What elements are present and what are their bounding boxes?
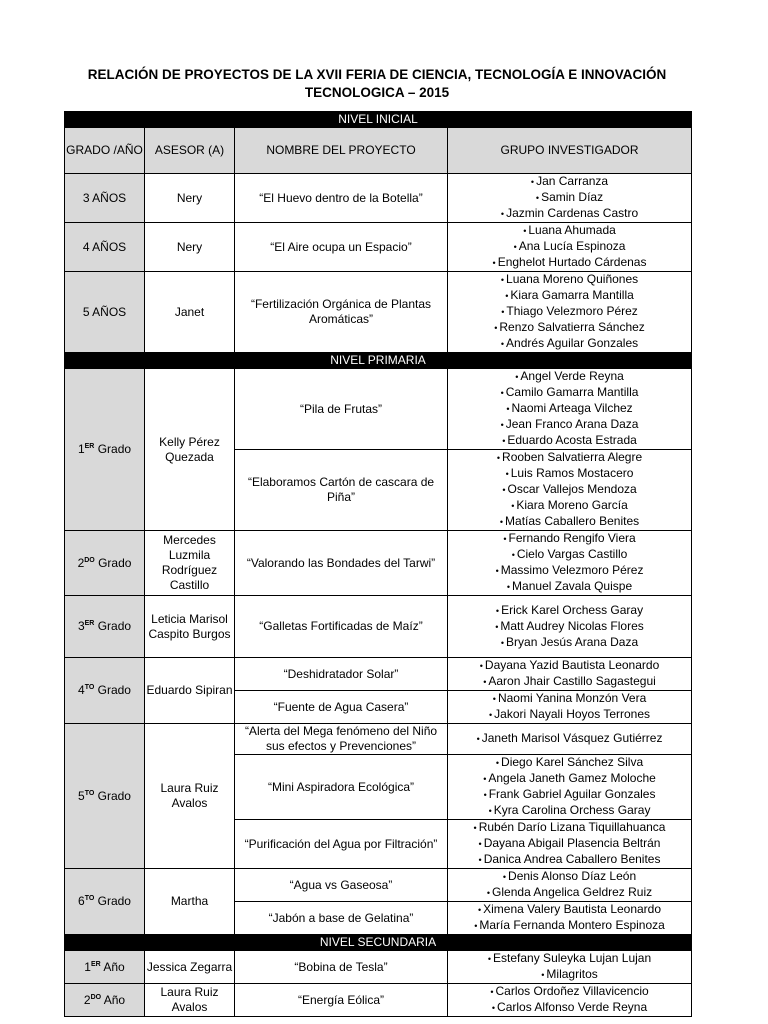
group-member: • Rooben Salvatierra Alegre (448, 450, 691, 466)
proyecto-cell: “Mini Aspiradora Ecológica” (235, 755, 448, 820)
proyecto-cell: “Purificación del Agua por Filtración” (235, 820, 448, 869)
table-row (65, 984, 692, 1017)
asesor-cell: Jessica Zegarra (145, 951, 235, 984)
level-label-secundaria: NIVEL SECUNDARIA (65, 935, 692, 951)
header-grupo: GRUPO INVESTIGADOR (448, 128, 692, 174)
group-member: • Cielo Vargas Castillo (448, 547, 691, 563)
grado-cell: $2^{DO}$ Año (65, 984, 145, 1017)
title-line-1: RELACIÓN DE PROYECTOS DE LA XVII FERIA DE CIENCIA, TECNOLOGÍA E INNOVACIÓN (87, 67, 667, 82)
proyecto-cell: “Fuente de Agua Casera” (235, 691, 448, 724)
group-member: • Frank Gabriel Aguilar Gonzales (448, 787, 691, 803)
group-member: • Massimo Velezmoro Pérez (448, 563, 691, 579)
level-row-inicial (65, 112, 692, 128)
grupo-cell (448, 951, 692, 984)
group-member: • Kiara Gamarra Mantilla (448, 288, 691, 304)
proyecto-cell: “Fertilización Orgánica de Plantas Aromáticas” (235, 272, 448, 353)
grupo-cell (448, 369, 692, 450)
grado-cell: $5^{TO}$ Grado (65, 724, 145, 869)
group-member: • Renzo Salvatierra Sánchez (448, 320, 691, 336)
group-member: • Ana Lucía Espinoza (448, 239, 691, 255)
group-member: • Diego Karel Sánchez Silva (448, 755, 691, 771)
grupo-cell (448, 596, 692, 658)
grupo-cell (448, 658, 692, 691)
group-member: • María Fernanda Montero Espinoza (448, 918, 691, 934)
proyecto-cell: “El Aire ocupa un Espacio” (235, 223, 448, 272)
proyecto-cell: “Jabón a base de Gelatina” (235, 902, 448, 935)
grado-cell: 1ER Año (65, 951, 145, 984)
group-member: • Samin Díaz (448, 190, 691, 206)
group-member: • Angela Janeth Gamez Moloche (448, 771, 691, 787)
header-nombre: NOMBRE DEL PROYECTO (235, 128, 448, 174)
level-row-secundaria (65, 935, 692, 951)
document-title (64, 66, 690, 102)
group-member: • Kiara Moreno García (448, 498, 691, 514)
group-member: • Bryan Jesús Arana Daza (448, 635, 691, 651)
header-grado: GRADO /AÑO (65, 128, 145, 174)
grado-cell: 5 AÑOS (65, 272, 145, 353)
asesor-cell: Laura Ruiz Avalos (145, 984, 235, 1017)
proyecto-cell: “Agua vs Gaseosa” (235, 869, 448, 902)
group-member: • Manuel Zavala Quispe (448, 579, 691, 595)
proyecto-cell: “Alerta del Mega fenómeno del Niño sus efectos y Prevenciones” (235, 724, 448, 755)
grado-cell: $4^{TO}$ Grado (65, 658, 145, 724)
group-member: • Camilo Gamarra Mantilla (448, 385, 691, 401)
group-member: • Jan Carranza (448, 174, 691, 190)
asesor-cell: Laura Ruiz Avalos (145, 724, 235, 869)
header-asesor: ASESOR (A) (145, 128, 235, 174)
group-member: • Luana Ahumada (448, 223, 691, 239)
asesor-cell: Kelly Pérez Quezada (145, 369, 235, 531)
group-member: • Fernando Rengifo Viera (448, 531, 691, 547)
grupo-cell (448, 902, 692, 935)
asesor-cell: Eduardo Sipiran (145, 658, 235, 724)
grupo-cell (448, 724, 692, 755)
table-row (65, 658, 692, 691)
grupo-cell (448, 869, 692, 902)
asesor-cell: Janet (145, 272, 235, 353)
group-member: • Ximena Valery Bautista Leonardo (448, 902, 691, 918)
grupo-cell (448, 174, 692, 223)
grupo-cell (448, 223, 692, 272)
grupo-cell (448, 755, 692, 820)
grado-cell: $2^{DO}$ Grado (65, 531, 145, 596)
title-line-2: TECNOLOGICA – 2015 (304, 85, 450, 100)
group-member: • Jean Franco Arana Daza (448, 417, 691, 433)
table-row (65, 223, 692, 272)
grupo-cell (448, 691, 692, 724)
table-row (65, 724, 692, 755)
grupo-cell (448, 531, 692, 596)
group-member: • Rubén Darío Lizana Tiquillahuanca (448, 820, 691, 836)
group-member: • Angel Verde Reyna (448, 369, 691, 385)
grado-cell: 1ER Grado (65, 369, 145, 531)
group-member: • Andrés Aguilar Gonzales (448, 336, 691, 352)
group-member: • Estefany Suleyka Lujan Lujan (448, 951, 691, 967)
level-label-primaria: NIVEL PRIMARIA (65, 353, 692, 369)
table-row (65, 531, 692, 596)
table-row (65, 869, 692, 902)
group-member: • Enghelot Hurtado Cárdenas (448, 255, 691, 271)
proyecto-cell: “Pila de Frutas” (235, 369, 448, 450)
group-member: • Matt Audrey Nicolas Flores (448, 619, 691, 635)
level-row-primaria (65, 353, 692, 369)
proyecto-cell: “Valorando las Bondades del Tarwi” (235, 531, 448, 596)
asesor-cell: Leticia Marisol Caspito Burgos (145, 596, 235, 658)
proyecto-cell: “Deshidratador Solar” (235, 658, 448, 691)
group-member: • Jazmin Cardenas Castro (448, 206, 691, 222)
group-member: • Oscar Vallejos Mendoza (448, 482, 691, 498)
proyecto-cell: “Elaboramos Cartón de cascara de Piña” (235, 450, 448, 531)
group-member: • Erick Karel Orchess Garay (448, 603, 691, 619)
asesor-cell: Mercedes Luzmila Rodríguez Castillo (145, 531, 235, 596)
projects-table (64, 111, 692, 1017)
group-member: • Eduardo Acosta Estrada (448, 433, 691, 449)
group-member: • Glenda Angelica Geldrez Ruiz (448, 885, 691, 901)
grupo-cell (448, 450, 692, 531)
table-row (65, 951, 692, 984)
group-member: • Luis Ramos Mostacero (448, 466, 691, 482)
level-label-inicial: NIVEL INICIAL (65, 112, 692, 128)
group-member: • Denis Alonso Díaz León (448, 869, 691, 885)
proyecto-cell: “Energía Eólica” (235, 984, 448, 1017)
group-member: • Luana Moreno Quiñones (448, 272, 691, 288)
asesor-cell: Nery (145, 223, 235, 272)
table-row (65, 174, 692, 223)
group-member: • Aaron Jhair Castillo Sagastegui (448, 674, 691, 690)
grado-cell: $6^{TO}$ Grado (65, 869, 145, 935)
proyecto-cell: “Bobina de Tesla” (235, 951, 448, 984)
group-member: • Naomi Arteaga Vilchez (448, 401, 691, 417)
group-member: • Danica Andrea Caballero Benites (448, 852, 691, 868)
group-member: • Carlos Ordoñez Villavicencio (448, 984, 691, 1000)
asesor-cell: Martha (145, 869, 235, 935)
grado-cell: 3ER Grado (65, 596, 145, 658)
group-member: • Carlos Alfonso Verde Reyna (448, 1000, 691, 1016)
group-member: • Naomi Yanina Monzón Vera (448, 691, 691, 707)
proyecto-cell: “El Huevo dentro de la Botella” (235, 174, 448, 223)
group-member: • Milagritos (448, 967, 691, 983)
group-member: • Dayana Abigail Plasencia Beltrán (448, 836, 691, 852)
table-row (65, 596, 692, 658)
grupo-cell (448, 820, 692, 869)
grupo-cell (448, 984, 692, 1017)
asesor-cell: Nery (145, 174, 235, 223)
grado-cell: 4 AÑOS (65, 223, 145, 272)
group-member: • Kyra Carolina Orchess Garay (448, 803, 691, 819)
proyecto-cell: “Galletas Fortificadas de Maíz” (235, 596, 448, 658)
grado-cell: 3 AÑOS (65, 174, 145, 223)
table-row (65, 369, 692, 450)
table-row (65, 272, 692, 353)
grupo-cell (448, 272, 692, 353)
header-row (65, 128, 692, 174)
group-member: • Dayana Yazid Bautista Leonardo (448, 658, 691, 674)
group-member: • Thiago Velezmoro Pérez (448, 304, 691, 320)
group-member: • Janeth Marisol Vásquez Gutiérrez (448, 731, 691, 747)
group-member: • Matías Caballero Benites (448, 514, 691, 530)
group-member: • Jakori Nayali Hoyos Terrones (448, 707, 691, 723)
